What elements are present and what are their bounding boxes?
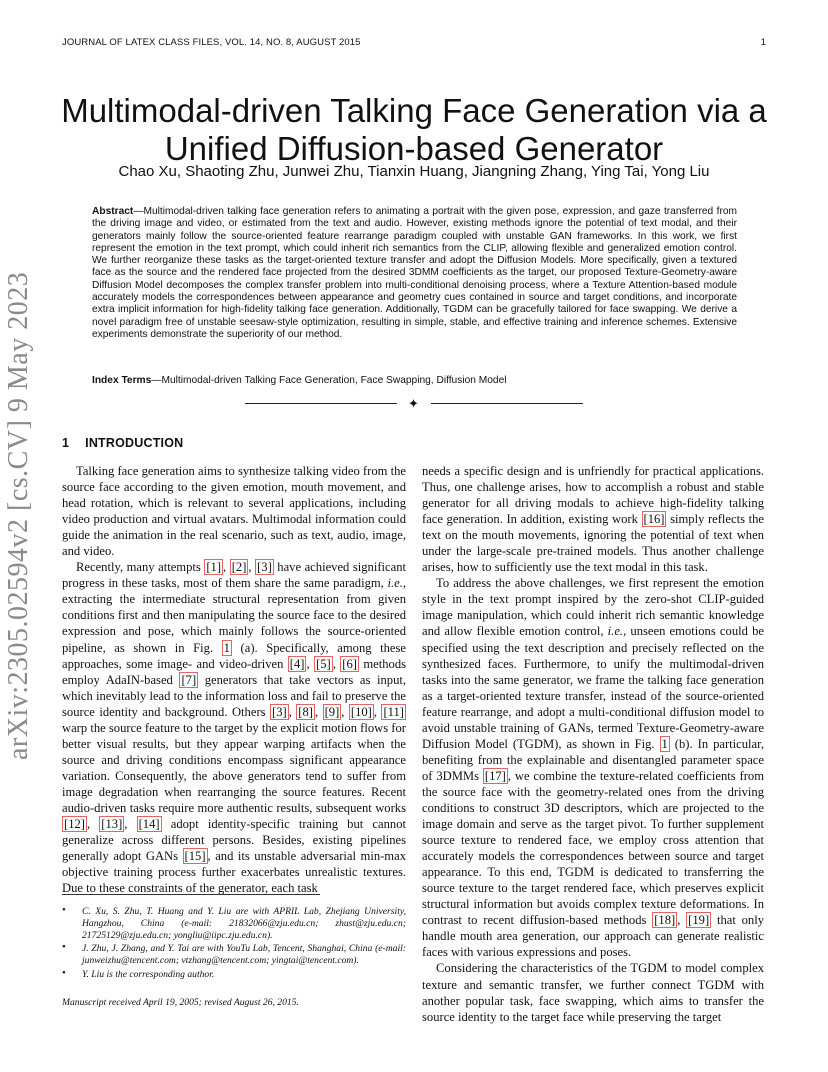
footnote: • J. Zhu, J. Zhang, and Y. Tai are with YouTu Lab, Tencent, Shanghai, China (e-mail: junweizhu@tencent.com; vtzhang@tencent.com; yingtai@tencent.com).	[62, 941, 406, 967]
section-separator	[245, 396, 583, 412]
section-number: 1	[62, 436, 70, 450]
abstract	[92, 206, 737, 341]
citation-link[interactable]: [3]	[257, 560, 272, 575]
paragraph: To address the above challenges, we first represent the emotion style in the text prompt inspired by the zero-shot CLIP-guided image manipulation, which could inherit rich semantic knowledge and allow flexible emotion control, i.e., unseen emotions could be specified using the text description and precisely reflected on the synthesized faces. Furthermore, to unify the multimodal-driven tasks into the same generator, we frame the talking face generation as a target-oriented texture transfer, instead of the source-oriented feature rearrange, and adopt a multi-conditional diffusion model to avoid unstable training of GANs, termed Texture-Geometry-aware Diffusion Model (TGDM), as shown in Fig. 1 (b). In particular, benefiting from the explainable and disentangled parameter space of 3DMMs [17] , we combine the texture-related coefficients from the source face with the geometry-related ones from the driving conditions to construct 3D descriptors, which are projected to the image domain and serve as the target pivot. To further supplement source texture to rendered face, we employ cross attention that accurately models the correspondences between source and target appearance. To this end, TGDM is dedicated to transferring the source texture to the target rendered face, which preserves explicit structural information but avoids complex texture deformations. In contrast to recent diffusion-based methods [18] , [19] that only handle mouth area generation, our approach can generate realistic faces with various expressions and poses.	[422, 576, 765, 960]
citation-link[interactable]: [17]	[484, 768, 506, 783]
paragraph: needs a specific design and is unfriendly for practical applications. Thus, one challenge arises, how to accomplish a robust and stable generator for all driving modals to achieve high-fidelity talking face generation. In addition, existing work [16] simply reflects the text on the mouth movements, ignoring the potential of text when under the large-scale pre-trained models. Thus another challenge arises, how to sufficiently use the text modal in this task.	[422, 464, 764, 575]
manuscript-note: Manuscript received April 19, 2005; revised August 26, 2015.	[62, 997, 299, 1008]
paragraph: Considering the characteristics of the TGDM to model complex texture and semantic transfer, we further connect TGDM with another popular task, face swapping, which aims to transfer the source identity to the target face while preserving the target	[422, 961, 764, 1024]
right-column	[422, 463, 764, 1025]
citation-link[interactable]: [4]	[289, 656, 305, 671]
citation-link[interactable]: [14]	[138, 817, 160, 832]
arxiv-stamp[interactable]: arXiv:2305.02594v2 [cs.CV] 9 May 2023	[3, 271, 34, 760]
citation-link[interactable]: [2]	[231, 560, 247, 575]
citation-link[interactable]: [5]	[316, 656, 331, 671]
paper-title: Multimodal-driven Talking Face Generation via a Unified Diffusion-based Generator	[61, 92, 767, 168]
index-terms	[92, 375, 737, 386]
paragraph: Recently, many attempts [1] , [2] , [3] have achieved significant progress in these tasks, most of them share the same paradigm, i.e., extracting the intermediate structural representation from given conditions first and then manipulating the source face to the desired expression and pose, which mainly follows the source-oriented pipeline, as shown in Fig. 1 (a). Specifically, among these approaches, some image- and video-driven [4] , [5] , [6] methods employ AdaIN-based [7] generators that take vectors as input, which inevitably lead to the information loss and fail to preserve the source identity and background. Others [3] , [8] , [9] , [10] , [11] warp the source feature to the target by the explicit motion flows for better visual results, but they appear warping artifacts when the source and driving conditions encompass significant appearance variation. Consequently, the above generators tend to suffer from image degradation when rearranging the source features. Recent audio-driven tasks require more authentic results, subsequent works [12] , [13] , [14] adopt identity-specific training but cannot generalize across different persons. Besides, existing pipelines generally adopt GANs [15] , and its unstable adversarial min-max objective training process further exacerbates unrealistic textures. Due to these constraints of the generator, each task	[62, 560, 407, 896]
running-header: JOURNAL OF LATEX CLASS FILES, VOL. 14, NO. 8, AUGUST 2015	[62, 37, 361, 48]
citation-link[interactable]: [8]	[298, 704, 313, 719]
footnote: • C. Xu, S. Zhu, T. Huang and Y. Liu are with APRIL Lab, Zhejiang University, Hangzhou, China (e-mail: 21832066@zju.edu.cn; zhust@zju.edu.cn; 21725129@zju.edu.cn; yongliu@iipc.zju.edu.cn).	[62, 904, 406, 941]
citation-link[interactable]: [10]	[350, 704, 372, 719]
citation-link[interactable]: [15]	[184, 849, 206, 864]
citation-link[interactable]: [13]	[101, 817, 123, 832]
paragraph: Talking face generation aims to synthesize talking video from the source face according to the given emotion, mouth movement, and head rotation, which is relevant to several applications, including video production and virtual avatars. Multimodal information could guide the animation in the real scenario, such as text, audio, image, and video.	[62, 464, 406, 559]
section-heading	[62, 436, 183, 450]
citation-link[interactable]: [11]	[383, 704, 404, 719]
footnote-rule	[62, 894, 320, 895]
figure-link[interactable]: 1	[661, 736, 668, 751]
section-title: INTRODUCTION	[85, 436, 184, 450]
author-list: Chao Xu, Shaoting Zhu, Junwei Zhu, Tianxin Huang, Jiangning Zhang, Ying Tai, Yong Liu	[118, 163, 710, 180]
footnotes	[62, 906, 406, 983]
bullet-icon: •	[62, 966, 66, 979]
citation-link[interactable]: [7]	[181, 672, 197, 687]
bullet-icon: •	[62, 904, 66, 916]
citation-link[interactable]: [16]	[643, 512, 665, 527]
separator-line-right	[431, 403, 583, 404]
left-column	[62, 463, 406, 896]
bullet-icon: •	[62, 941, 66, 954]
index-terms-label: Index Terms	[92, 375, 152, 386]
footnote: • Y. Liu is the corresponding author.	[62, 966, 215, 980]
citation-link[interactable]: [6]	[342, 656, 357, 671]
abstract-text: —Multimodal-driven talking face generation refers to animating a portrait with the given pose, expression, and gaze transferred from the driving image and video, or estimated from the text and audio. However, existing methods ignore the potential of text modal, and their generators mainly follow the source-oriented feature rearrange paradigm coupled with unstable GAN frameworks. In this work, we first represent the emotion in the text prompt, which could inherit rich semantics from the CLIP, allowing flexible and generalized emotion control. We further reorganize these tasks as the target-oriented texture transfer and adopt the Diffusion Models. More specifically, given a textured face as the source and the rendered face projected from the desired 3DMM coefficients as the target, our proposed Texture-Geometry-aware Diffusion Model decomposes the complex transfer problem into multi-conditional denoising process, where a Texture Attention-based module accurately models the correspondences between appearance and geometry cues contained in source and target conditions, and incorporate extra implicit information for high-fidelity talking face generation. Additionally, TGDM can be gracefully tailored for face swapping. We derive a novel paradigm free of unstable seesaw-style optimization, resulting in simple, stable, and effective training and inference schemes. Extensive experiments demonstrate the superiority of our method.	[92, 206, 737, 340]
citation-link[interactable]: [1]	[206, 560, 222, 575]
citation-link[interactable]: [12]	[64, 817, 85, 832]
citation-link[interactable]: [9]	[324, 704, 340, 719]
figure-link[interactable]: 1	[223, 640, 230, 655]
citation-link[interactable]: [3]	[272, 704, 287, 719]
abstract-label: Abstract	[92, 206, 134, 217]
citation-link[interactable]: [18]	[654, 913, 676, 928]
separator-diamond-icon: ✦	[408, 396, 419, 411]
citation-link[interactable]: [19]	[688, 913, 710, 928]
separator-line-left	[245, 403, 397, 404]
page-number: 1	[760, 37, 766, 48]
index-terms-text: —Multimodal-driven Talking Face Generation, Face Swapping, Diffusion Model	[151, 375, 507, 386]
